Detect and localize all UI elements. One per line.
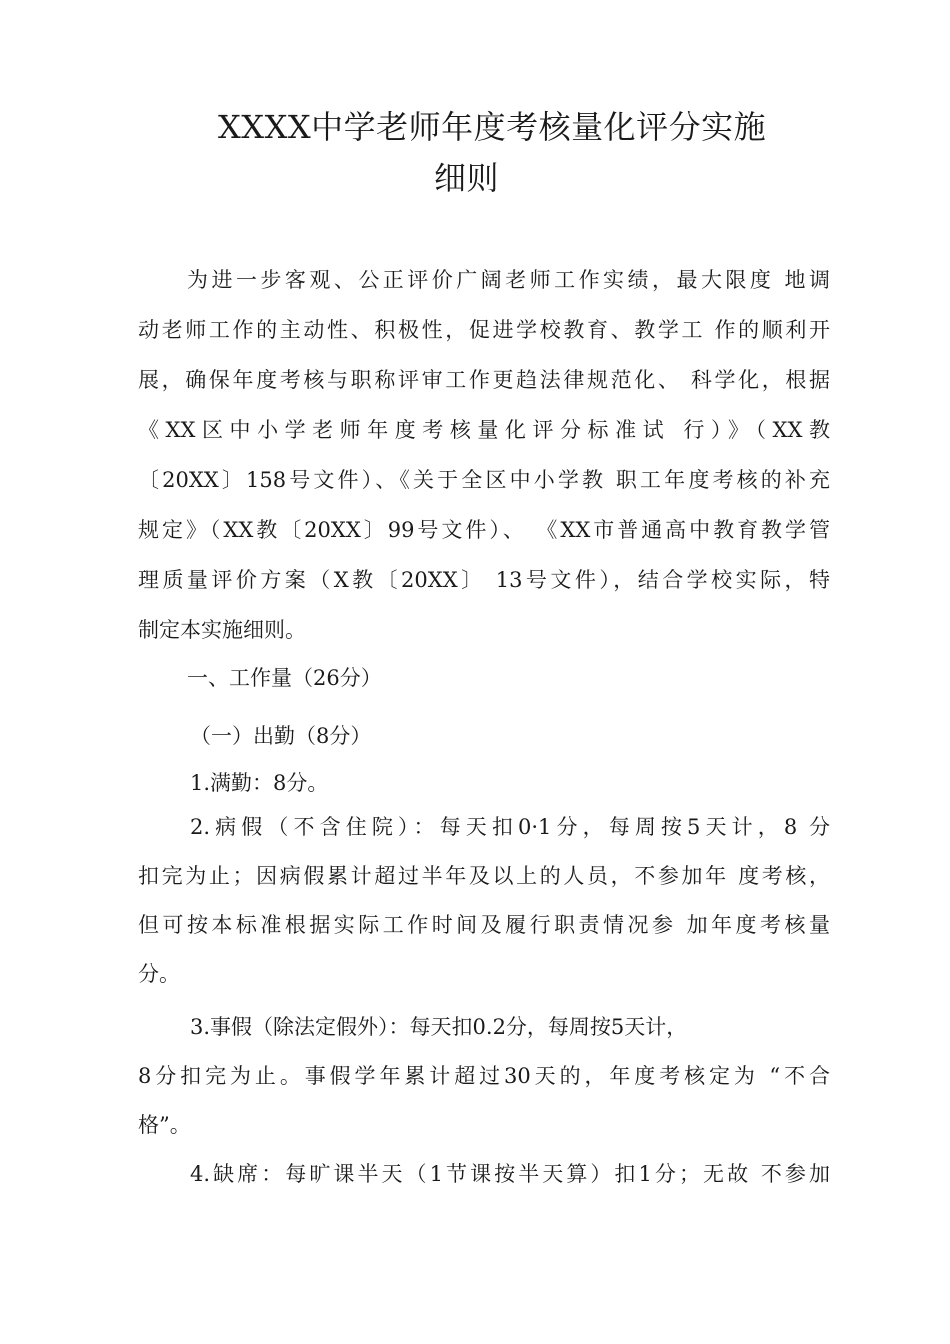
list-item: 1.满勤：8分。 [190, 771, 329, 795]
list-item-continuation: 格”。 [138, 1113, 191, 1137]
intro-line: 理质量评价方案（X教〔20XX〕 13号文件），结合学校实际，特 [138, 568, 830, 592]
list-item-continuation: 扣完为止；因病假累计超过半年及以上的人员，不参加年 度考核， [138, 864, 830, 888]
subsection-heading: （一）出勤（8分） [190, 724, 372, 748]
list-item-continuation: 分。 [138, 962, 180, 986]
intro-line: 为进一步客观、公正评价广阔老师工作实绩，最大限度 地调 [187, 268, 830, 292]
intro-line: 制定本实施细则。 [138, 618, 306, 642]
list-item: 3.事假（除法定假外）：每天扣0.2分，每周按5天计， [190, 1015, 688, 1039]
section-heading: 一、工作量（26分） [187, 666, 382, 690]
intro-line: 展，确保年度考核与职称评审工作更趋法律规范化、 科学化，根据 [138, 368, 830, 392]
list-item: 2.病假（不含住院）：每天扣0·1分，每周按5天计，8 分 [190, 815, 830, 839]
intro-line: 规定》（XX教〔20XX〕99号文件）、 《XX市普通高中教育教学管 [138, 518, 830, 542]
intro-line: 动老师工作的主动性、积极性，促进学校教育、教学工 作的顺利开 [138, 318, 830, 342]
document-title-line-2: 细则 [434, 159, 500, 197]
list-item: 4.缺席：每旷课半天（1节课按半天算）扣1分；无故 不参加 [190, 1162, 830, 1186]
document-title-line-1: XXXX中学老师年度考核量化评分实施 [218, 108, 767, 146]
intro-line: 《XX区中小学老师年度考核量化评分标准试 行）》（XX教 [138, 418, 830, 442]
list-item-continuation: 但可按本标准根据实际工作时间及履行职责情况参 加年度考核量 [138, 913, 830, 937]
list-item-continuation: 8分扣完为止。事假学年累计超过30天的，年度考核定为 “不合 [138, 1064, 830, 1088]
intro-line: 〔20XX〕158号文件）、《关于全区中小学教 职工年度考核的补充 [138, 468, 830, 492]
